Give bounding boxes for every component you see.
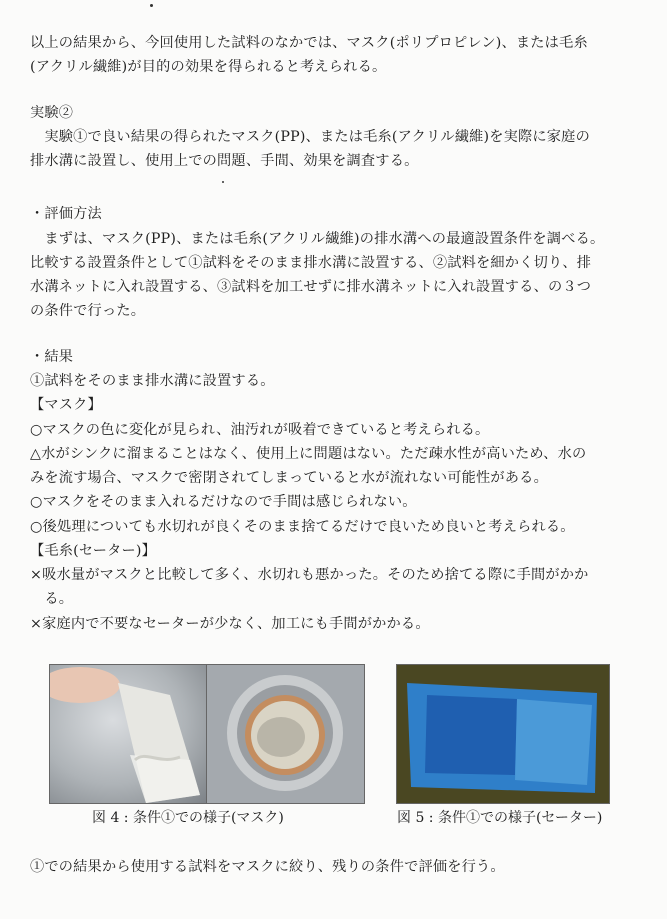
figure-4-photo-right (206, 664, 365, 804)
text-line: の条件で行った。 (30, 303, 146, 319)
conclusion-line: ①での結果から使用する試料をマスクに絞り、残りの条件で評価を行う。 (30, 859, 505, 875)
stray-mark (222, 181, 224, 183)
text-line: 比較する設置条件として①試料をそのまま排水溝に設置する、②試料を細かく切り、排 (30, 255, 592, 271)
text-line: みを流す場合、マスクで密閉されてしまっていると水が流れない可能性がある。 (30, 470, 548, 486)
text-line: 排水溝に設置し、使用上での問題、手間、効果を調査する。 (30, 153, 419, 169)
text-line: (アクリル繊維)が目的の効果を得られると考えられる。 (30, 59, 387, 75)
sweater-illustration (397, 665, 609, 803)
section-heading: 実験② (30, 105, 74, 121)
text-line: ○マスクの色に変化が見られ、油汚れが吸着できていると考えられる。 (30, 422, 490, 438)
text-line: ×家庭内で不要なセーターが少なく、加工にも手間がかかる。 (30, 616, 430, 632)
text-line: ○後処理についても水切れが良くそのまま捨てるだけで良いため良いと考えられる。 (30, 519, 575, 535)
text-line: まずは、マスク(PP)、または毛糸(アクリル繊維)の排水溝への最適設置条件を調べる。 (30, 231, 605, 247)
text-line: ①試料をそのまま排水溝に設置する。 (30, 373, 275, 389)
figure-4-caption: 図 4 : 条件①での様子(マスク) (92, 810, 284, 826)
figure-5-caption: 図 5 : 条件①での様子(セーター) (397, 810, 603, 826)
text-line: 以上の結果から、今回使用した試料のなかでは、マスク(ポリプロピレン)、または毛糸 (30, 35, 588, 51)
stray-mark (150, 4, 153, 7)
mask-on-sink-illustration (50, 665, 207, 803)
section-heading: ・結果 (30, 349, 74, 365)
figure-4-photo-left (49, 664, 208, 804)
subheading-sweater: 【毛糸(セーター)】 (30, 543, 157, 559)
drain-illustration (207, 665, 364, 803)
section-heading: ・評価方法 (30, 206, 102, 222)
text-line: ○マスクをそのまま入れるだけなので手間は感じられない。 (30, 494, 417, 510)
subheading-mask: 【マスク】 (30, 397, 102, 413)
text-line: △水がシンクに溜まることはなく、使用上に問題はない。ただ疎水性が高いため、水の (30, 446, 587, 462)
text-line: る。 (30, 591, 74, 607)
text-line: ×吸水量がマスクと比較して多く、水切れも悪かった。そのため捨てる際に手間がかか (30, 567, 589, 583)
figure-5-photo (396, 664, 610, 804)
text-line: 水溝ネットに入れ設置する、③試料を加工せずに排水溝ネットに入れ設置する、の３つ (30, 279, 592, 295)
text-line: 実験①で良い結果の得られたマスク(PP)、または毛糸(アクリル繊維)を実際に家庭の (30, 129, 590, 145)
